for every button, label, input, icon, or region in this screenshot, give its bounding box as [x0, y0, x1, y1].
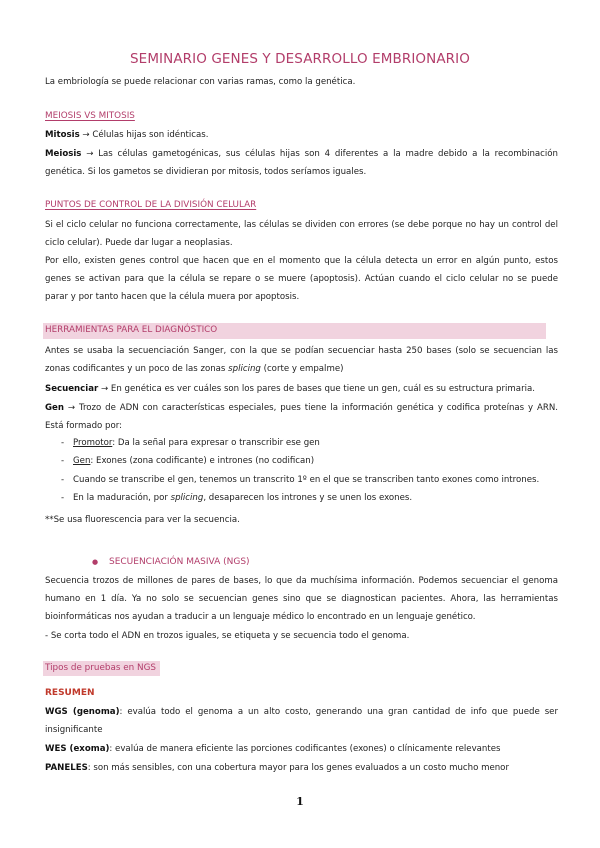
gen-text: → Trozo de ADN con características especiales, pues tiene la información genética y codifica proteínas y ARN. Está formado por: [45, 403, 558, 431]
meiosis-paragraph [45, 145, 558, 181]
document-title: SEMINARIO GENES Y DESARROLLO EMBRIONARIO [130, 51, 470, 67]
fluorescencia-note: **Se usa fluorescencia para ver la secuencia. [45, 515, 240, 525]
wes-label: WES (exoma) [45, 744, 110, 754]
diagnostico-heading: HERRAMIENTAS PARA EL DIAGNÓSTICO [45, 325, 218, 335]
gen-label: Gen [45, 403, 65, 413]
sanger-splicing: splicing [228, 364, 261, 374]
control-heading: PUNTOS DE CONTROL DE LA DIVISIÓN CELULAR [45, 200, 257, 210]
secuenciar-text: → En genética es ver cuáles son los pares de bases que tiene un gen, cuál es su estructura primaria. [98, 384, 535, 394]
mitosis-label: Mitosis [45, 130, 80, 140]
control-paragraph-1: Si el ciclo celular no funciona correctamente, las células se dividen con errores (se debe porque no hay un control del ciclo celular). Puede dar lugar a neoplasias. [45, 220, 558, 248]
paneles-text: : son más sensibles, con una cobertura mayor para los genes evaluados a un costo mucho menor [87, 763, 509, 773]
wes-text: : evalúa de manera eficiente las porciones codificantes (exones) o clínicamente relevantes [109, 744, 501, 754]
list-dash: - [61, 438, 65, 448]
ngs-heading: SECUENCIACIÓN MASIVA (NGS) [108, 557, 250, 567]
ngs-paragraph-2: - Se corta todo el ADN en trozos iguales, se etiqueta y se secuencia todo el genoma. [45, 631, 410, 641]
list-item-text: Promotor: Da la señal para expresar o transcribir ese gen [73, 438, 320, 448]
wes-paragraph [45, 740, 558, 758]
promotor-term: Promotor [73, 438, 113, 448]
mitosis-text: → Células hijas son idénticas. [79, 130, 209, 140]
ngs-heading-line [92, 557, 250, 567]
page-number: 1 [296, 795, 304, 808]
paneles-paragraph [45, 759, 558, 777]
wgs-paragraph [45, 703, 558, 739]
list-dash: - [61, 475, 65, 485]
meiosis-label: Meiosis [45, 149, 82, 159]
gen-term: Gen [73, 456, 91, 466]
control-paragraph-2: Por ello, existen genes control que hacen que en el momento que la célula detecta un error en algún punto, estos genes se activan para que la célula se repare o se muere (apoptosis). Actúan cuando el ciclo celular no se puede parar y por tanto hacen que la célula muera por apoptosis. [45, 256, 558, 302]
paneles-label: PANELES [45, 763, 88, 773]
intro-paragraph: La embriología se puede relacionar con varias ramas, como la genética. [45, 77, 356, 87]
sanger-text-a: Antes se usaba la secuenciación Sanger, con la que se podían secuenciar hasta 250 bases (solo se secuencian las zonas codificantes y un poco de las zonas [45, 346, 558, 374]
wgs-text: : evalúa todo el genoma a un alto costo, generando una gran cantidad de info que puede ser insignificante [45, 707, 558, 735]
wgs-label: WGS (genoma) [45, 707, 120, 717]
list-item-text: Gen: Exones (zona codificante) e intrones (no codifican) [73, 456, 315, 466]
meiosis-heading: MEIOSIS VS MITOSIS [45, 111, 135, 121]
bullet-icon: ● [92, 558, 99, 566]
mitosis-paragraph [45, 126, 558, 144]
secuenciar-label: Secuenciar [45, 384, 99, 394]
list-item-text: En la maduración, por splicing, desaparecen los intrones y se unen los exones. [73, 493, 413, 503]
resumen-heading: RESUMEN [45, 688, 95, 698]
sanger-text-b: (corte y empalme) [260, 364, 344, 374]
ngs-paragraph-1: Secuencia trozos de millones de pares de bases, lo que da muchísima información. Podemos secuenciar el genoma humano en 1 día. Ya no solo se secuencian genes sino que se diagnostican pacientes. Ahora, las herramientas bioinformáticas nos ayudan a traducir a un lenguaje médico lo encontrado en un lenguaje genético. [45, 576, 558, 622]
list-item-text: Cuando se transcribe el gen, tenemos un transcrito 1º en el que se transcriben tanto exones como intrones. [73, 475, 540, 485]
list-dash: - [61, 493, 65, 503]
secuenciar-paragraph [45, 380, 558, 398]
sanger-paragraph [45, 342, 558, 378]
meiosis-text: → Las células gametogénicas, sus células hijas son 4 diferentes a la madre debido a la recombinación genética. Si los gametos se dividieran por mitosis, todos seríamos iguales. [45, 149, 558, 177]
tipos-label: Tipos de pruebas en NGS [45, 663, 156, 673]
gen-paragraph [45, 399, 558, 435]
list-dash: - [61, 456, 65, 466]
